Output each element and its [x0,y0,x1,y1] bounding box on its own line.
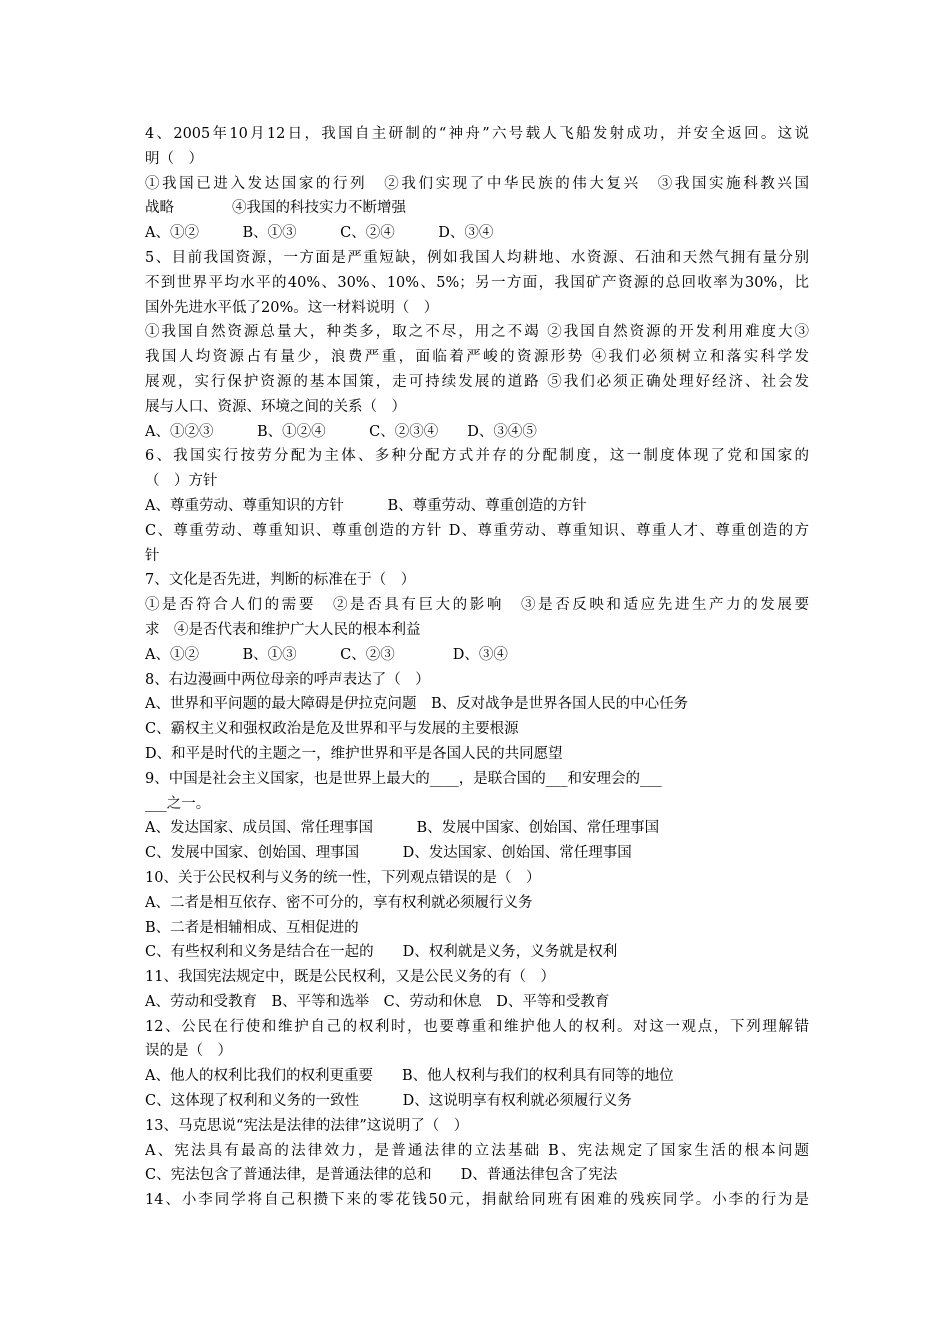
text-line: A、①② B、①③ C、②③ D、③④ [145,646,508,663]
text-line: C、霸权主义和强权政治是危及世界和平与发展的主要根源 [145,721,519,738]
text-line: C、尊重劳动、尊重知识、尊重创造的方针 D、尊重劳动、尊重知识、尊重人才、尊重创造的方 [145,522,809,539]
text-line: C、有些权利和义务是结合在一起的 D、权利就是义务，义务就是权利 [145,944,618,961]
document-page [145,122,809,1213]
text-line: 明（ ） [145,150,203,167]
text-line: ___之一。 [145,795,211,812]
text-line: ①是否符合人们的需要 ②是否具有巨大的影响 ③是否反映和适应先进生产力的发展要 [145,597,809,614]
text-line: （ ）方针 [145,473,218,490]
text-line: A、发达国家、成员国、常任理事国 B、发展中国家、创始国、常任理事国 [145,820,660,837]
text-line: A、①②③ B、①②④ C、②③④ D、③④⑤ [145,423,537,440]
text-line: 10、关于公民权利与义务的统一性，下列观点错误的是（ ） [145,869,541,886]
text-line: 6、我国实行按劳分配为主体、多种分配方式并存的分配制度，这一制度体现了党和国家的 [145,448,809,465]
text-line: A、他人的权利比我们的权利更重要 B、他人权利与我们的权利具有同等的地位 [145,1068,674,1085]
text-line: C、这体现了权利和义务的一致性 D、这说明享有权利就必须履行义务 [145,1093,632,1110]
text-line: 战略 ④我国的科技实力不断增强 [145,200,406,217]
text-line: ①我国自然资源总量大，种类多，取之不尽，用之不竭 ②我国自然资源的开发利用难度大③ [145,324,809,341]
text-line: 12、公民在行使和维护自己的权利时，也要尊重和维护他人的权利。对这一观点，下列理解错 [145,1018,809,1035]
text-line: D、和平是时代的主题之一，维护世界和平是各国人民的共同愿望 [145,745,563,762]
text-line: A、①② B、①③ C、②④ D、③④ [145,225,494,242]
text-line: A、二者是相互依存、密不可分的，享有权利就必须履行义务 [145,894,533,911]
text-line: B、二者是相辅相成、互相促进的 [145,919,359,936]
text-line: A、尊重劳动、尊重知识的方针 B、尊重劳动、尊重创造的方针 [145,497,587,514]
text-line: A、宪法具有最高的法律效力，是普通法律的立法基础 B、宪法规定了国家生活的根本问题 [145,1142,809,1159]
text-line: A、劳动和受教育 B、平等和选举 C、劳动和休息 D、平等和受教育 [145,993,610,1010]
text-line: 13、马克思说“宪法是法律的法律”这说明了（ ） [145,1117,469,1134]
text-line: 求 ④是否代表和维护广大人民的根本利益 [145,621,421,638]
text-line: 针 [145,547,160,564]
text-line: 11、我国宪法规定中，既是公民权利，又是公民义务的有（ ） [145,969,555,986]
text-line: 9、中国是社会主义国家，也是世界上最大的____，是联合国的___和安理会的___ [145,770,662,787]
text-line: 我国人均资源占有量少，浪费严重，面临着严峻的资源形势 ④我们必须树立和落实科学发 [145,349,809,366]
text-line: 国外先进水平低了20%。这一材料说明（ ） [145,299,439,316]
text-line: 不到世界平均水平的40%、30%、10%、5%；另一方面，我国矿产资源的总回收率为30%，比 [145,274,809,291]
text-line: 误的是（ ） [145,1043,232,1060]
text-line: 14、小李同学将自己积攒下来的零花钱50元，捐献给同班有困难的残疾同学。小李的行为是 [145,1192,809,1209]
text-line: 展观，实行保护资源的基本国策，走可持续发展的道路 ⑤我们必须正确处理好经济、社会发 [145,373,809,390]
text-line: 8、右边漫画中两位母亲的呼声表达了（ ） [145,671,430,688]
text-line: C、发展中国家、创始国、理事国 D、发达国家、创始国、常任理事国 [145,845,632,862]
text-line: 5、目前我国资源，一方面是严重短缺，例如我国人均耕地、水资源、石油和天然气拥有量分别 [145,249,809,266]
text-line: 4、2005年10月12日，我国自主研制的“神舟”六号载人飞船发射成功，并安全返回。这说 [145,126,809,142]
text-line: ①我国已进入发达国家的行列 ②我们实现了中华民族的伟大复兴 ③我国实施科教兴国 [145,175,809,192]
text-line: C、宪法包含了普通法律，是普通法律的总和 D、普通法律包含了宪法 [145,1167,618,1184]
text-line: A、世界和平问题的最大障碍是伊拉克问题 B、反对战争是世界各国人民的中心任务 [145,696,689,713]
text-line: 展与人口、资源、环境之间的关系（ ） [145,398,406,415]
text-line: 7、文化是否先进，判断的标准在于（ ） [145,572,416,589]
